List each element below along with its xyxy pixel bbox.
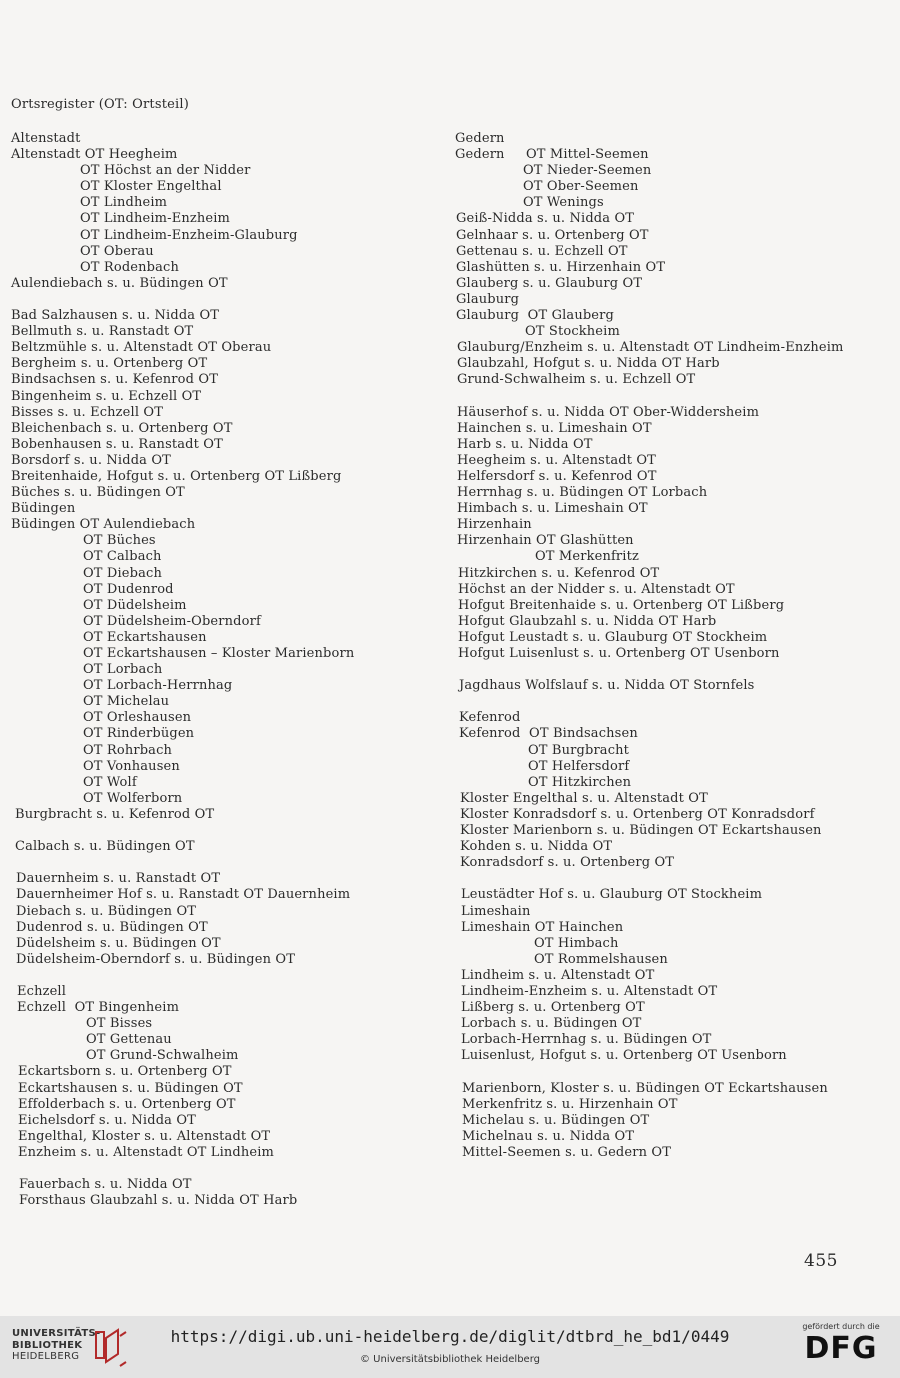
- index-entry: OT Lorbach: [83, 662, 163, 678]
- index-entry: OT Oberau: [80, 243, 154, 259]
- index-entry: Hofgut Leustadt s. u. Glauburg OT Stockheim: [458, 629, 768, 645]
- index-entry: OT Eckartshausen – Kloster Marienborn: [83, 646, 355, 661]
- index-entry: Bellmuth s. u. Ranstadt OT: [11, 324, 194, 340]
- index-entry: OT Wenings: [523, 195, 604, 211]
- permalink-url[interactable]: https://digi.ub.uni-heidelberg.de/diglit/dtbrd_he_bd1/0449: [170, 1327, 730, 1346]
- index-entry: Grund-Schwalheim s. u. Echzell OT: [457, 372, 696, 388]
- index-entry: OT Dudenrod: [83, 581, 174, 597]
- index-entry: Kloster Konradsdorf s. u. Ortenberg OT Konradsdorf: [460, 806, 815, 822]
- index-entry: Altenstadt: [11, 131, 81, 146]
- index-entry: OT Grund-Schwalheim: [86, 1048, 239, 1064]
- index-entry: Dudenrod s. u. Büdingen OT: [16, 919, 208, 935]
- index-entry: OT Michelau: [83, 694, 170, 710]
- index-entry: Gettenau s. u. Echzell OT: [456, 243, 628, 259]
- index-column-right: [455, 131, 895, 1161]
- index-entry: Mittel-Seemen s. u. Gedern OT: [462, 1144, 672, 1160]
- index-entry: OT Lindheim-Enzheim: [80, 211, 231, 227]
- index-entry: Kloster Marienborn s. u. Büdingen OT Eckartshausen: [460, 823, 822, 839]
- index-entry: OT Lindheim: [80, 195, 168, 211]
- index-entry: Glashütten s. u. Hirzenhain OT: [456, 259, 666, 275]
- index-entry: Bobenhausen s. u. Ranstadt OT: [11, 436, 223, 452]
- index-entry: Eckartshausen s. u. Büdingen OT: [18, 1080, 243, 1096]
- index-entry: Hofgut Luisenlust s. u. Ortenberg OT Usenborn: [458, 646, 780, 661]
- index-entry: OT Wolf: [83, 774, 137, 790]
- index-entry: Burgbracht s. u. Kefenrod OT: [15, 806, 215, 822]
- index-entry: OT Rodenbach: [80, 259, 179, 275]
- index-entry: OT Helfersdorf: [528, 758, 630, 774]
- index-entry: Glauberg s. u. Glauburg OT: [456, 275, 643, 291]
- index-entry: Büdingen: [11, 501, 76, 517]
- index-entry: Hitzkirchen s. u. Kefenrod OT: [458, 565, 660, 581]
- index-entry: Heegheim s. u. Altenstadt OT: [457, 452, 656, 468]
- index-entry: Herrnhag s. u. Büdingen OT Lorbach: [457, 485, 708, 501]
- index-entry: Lindheim-Enzheim s. u. Altenstadt OT: [461, 983, 718, 999]
- index-entry: Dauernheim s. u. Ranstadt OT: [16, 871, 221, 887]
- page-heading: Ortsregister (OT: Ortsteil): [11, 97, 190, 112]
- copyright-notice: © Universitätsbibliothek Heidelberg: [359, 1354, 540, 1365]
- index-entry: Hirzenhain: [457, 517, 532, 533]
- index-entry: Hirzenhain OT Glashütten: [457, 533, 634, 549]
- viewer-footer: [0, 1316, 900, 1378]
- dfg-logo: DFG: [804, 1331, 878, 1366]
- index-entry: Bad Salzhausen s. u. Nidda OT: [11, 308, 220, 324]
- index-entry: Glauburg OT Glauberg: [456, 308, 614, 324]
- index-entry: OT Bisses: [86, 1016, 153, 1032]
- index-entry: Leustädter Hof s. u. Glauburg OT Stockheim: [461, 887, 763, 903]
- index-entry: Merkenfritz s. u. Hirzenhain OT: [462, 1096, 678, 1112]
- index-entry: Bergheim s. u. Ortenberg OT: [11, 356, 208, 372]
- index-entry: Hainchen s. u. Limeshain OT: [457, 420, 652, 436]
- index-entry: Geiß-Nidda s. u. Nidda OT: [456, 211, 635, 227]
- index-entry: Harb s. u. Nidda OT: [457, 436, 593, 452]
- index-entry: Kloster Engelthal s. u. Altenstadt OT: [460, 790, 708, 806]
- index-entry: OT Calbach: [83, 549, 162, 565]
- index-entry: OT Düdelsheim: [83, 597, 187, 613]
- index-entry: Calbach s. u. Büdingen OT: [15, 839, 195, 855]
- index-entry: Limeshain: [461, 903, 531, 919]
- index-entry: Eichelsdorf s. u. Nidda OT: [18, 1112, 196, 1128]
- index-entry: Forsthaus Glaubzahl s. u. Nidda OT Harb: [19, 1193, 298, 1209]
- index-entry: OT Büches: [83, 533, 156, 549]
- index-entry: Düdelsheim-Oberndorf s. u. Büdingen OT: [16, 951, 296, 967]
- index-entry: Düdelsheim s. u. Büdingen OT: [16, 935, 221, 951]
- index-entry: OT Hitzkirchen: [528, 774, 632, 790]
- index-entry: Gelnhaar s. u. Ortenberg OT: [456, 227, 649, 243]
- section-gap: [455, 662, 895, 678]
- index-entry: Borsdorf s. u. Nidda OT: [11, 452, 171, 468]
- index-entry: Kefenrod: [459, 710, 521, 726]
- index-entry: Enzheim s. u. Altenstadt OT Lindheim: [18, 1144, 275, 1160]
- index-entry: Michelau s. u. Büdingen OT: [462, 1112, 650, 1128]
- dfg-funding[interactable]: [796, 1322, 886, 1367]
- index-entry: Himbach s. u. Limeshain OT: [457, 501, 648, 517]
- index-entry: Dauernheimer Hof s. u. Ranstadt OT Dauernheim: [16, 887, 351, 903]
- index-entry: Gedern OT Mittel-Seemen: [455, 147, 649, 163]
- library-name-line: HEIDELBERG: [12, 1351, 80, 1362]
- section-gap: [455, 389, 895, 405]
- index-entry: OT Merkenfritz: [535, 549, 639, 565]
- index-entry: OT Eckartshausen: [83, 629, 207, 645]
- index-entry: OT Rinderbügen: [83, 726, 195, 742]
- index-entry: OT Lindheim-Enzheim-Glauburg: [80, 227, 298, 243]
- index-entry: Bisses s. u. Echzell OT: [11, 404, 164, 420]
- index-entry: Hofgut Breitenhaide s. u. Ortenberg OT Lißberg: [458, 597, 785, 613]
- index-entry: Fauerbach s. u. Nidda OT: [19, 1177, 192, 1193]
- section-gap: [455, 694, 895, 710]
- index-entry: Konradsdorf s. u. Ortenberg OT: [460, 855, 675, 871]
- index-entry: Kefenrod OT Bindsachsen: [459, 726, 638, 742]
- index-entry: Büdingen OT Aulendiebach: [11, 517, 196, 533]
- index-entry: Diebach s. u. Büdingen OT: [16, 903, 197, 919]
- index-entry: OT Düdelsheim-Oberndorf: [83, 613, 261, 629]
- index-entry: Luisenlust, Hofgut s. u. Ortenberg OT Usenborn: [461, 1048, 787, 1064]
- index-entry: Höchst an der Nidder s. u. Altenstadt OT: [458, 581, 735, 597]
- index-entry: Bindsachsen s. u. Kefenrod OT: [11, 372, 219, 388]
- index-entry: OT Höchst an der Nidder: [80, 163, 251, 179]
- index-entry: Michelnau s. u. Nidda OT: [462, 1128, 635, 1144]
- index-entry: OT Vonhausen: [83, 758, 180, 774]
- index-entry: Echzell OT Bingenheim: [17, 1000, 180, 1016]
- index-entry: Häuserhof s. u. Nidda OT Ober-Widdersheim: [457, 404, 760, 420]
- index-entry: Lorbach-Herrnhag s. u. Büdingen OT: [461, 1032, 712, 1048]
- section-gap: [11, 1161, 441, 1177]
- index-entry: Helfersdorf s. u. Kefenrod OT: [457, 468, 657, 484]
- funding-label: gefördert durch die: [802, 1322, 880, 1331]
- index-entry: OT Ober-Seemen: [523, 179, 639, 195]
- index-entry: Lorbach s. u. Büdingen OT: [461, 1016, 642, 1032]
- index-entry: Altenstadt OT Heegheim: [11, 147, 178, 163]
- section-gap: [455, 1064, 895, 1080]
- section-gap: [11, 292, 441, 308]
- index-entry: OT Kloster Engelthal: [80, 179, 222, 195]
- index-entry: Jagdhaus Wolfslauf s. u. Nidda OT Stornfels: [459, 678, 755, 694]
- index-entry: Kohden s. u. Nidda OT: [460, 839, 613, 855]
- index-column-left: [11, 131, 441, 1209]
- section-gap: [11, 968, 441, 984]
- index-entry: Hofgut Glaubzahl s. u. Nidda OT Harb: [458, 613, 717, 629]
- index-entry: Beltzmühle s. u. Altenstadt OT Oberau: [11, 340, 272, 356]
- library-name-line: BIBLIOTHEK: [12, 1339, 83, 1351]
- index-entry: Bleichenbach s. u. Ortenberg OT: [11, 420, 233, 436]
- index-entry: OT Burgbracht: [528, 742, 630, 758]
- library-name-line: UNIVERSITÄTS-: [12, 1328, 101, 1339]
- index-entry: Glauburg/Enzheim s. u. Altenstadt OT Lindheim-Enzheim: [457, 340, 844, 356]
- index-entry: Echzell: [17, 983, 67, 999]
- index-entry: Glaubzahl, Hofgut s. u. Nidda OT Harb: [457, 356, 720, 372]
- page-number: 455: [804, 1251, 838, 1271]
- section-gap: [455, 871, 895, 887]
- index-entry: OT Diebach: [83, 565, 162, 581]
- index-entry: Effolderbach s. u. Ortenberg OT: [18, 1096, 236, 1112]
- index-entry: OT Himbach: [534, 935, 619, 951]
- section-gap: [11, 823, 441, 839]
- index-entry: OT Lorbach-Herrnhag: [83, 678, 233, 694]
- index-entry: OT Gettenau: [86, 1032, 172, 1048]
- index-entry: Eckartsborn s. u. Ortenberg OT: [18, 1064, 232, 1080]
- index-entry: Bingenheim s. u. Echzell OT: [11, 388, 202, 404]
- index-entry: OT Rommelshausen: [534, 951, 668, 967]
- index-entry: OT Wolferborn: [83, 790, 183, 806]
- index-entry: OT Orleshausen: [83, 710, 192, 726]
- index-entry: OT Stockheim: [525, 324, 620, 340]
- index-entry: Breitenhaide, Hofgut s. u. Ortenberg OT Lißberg: [11, 468, 342, 484]
- index-entry: Engelthal, Kloster s. u. Altenstadt OT: [18, 1128, 271, 1144]
- index-entry: Lindheim s. u. Altenstadt OT: [461, 967, 655, 983]
- index-entry: Aulendiebach s. u. Büdingen OT: [11, 275, 228, 291]
- index-entry: Marienborn, Kloster s. u. Büdingen OT Eckartshausen: [462, 1080, 828, 1096]
- section-gap: [11, 855, 441, 871]
- index-entry: Büches s. u. Büdingen OT: [11, 485, 185, 501]
- index-entry: Gedern: [455, 131, 505, 146]
- index-entry: Lißberg s. u. Ortenberg OT: [461, 1000, 645, 1016]
- index-entry: OT Rohrbach: [83, 742, 173, 758]
- index-entry: Glauburg: [456, 291, 520, 307]
- index-entry: OT Nieder-Seemen: [523, 163, 652, 179]
- index-entry: Limeshain OT Hainchen: [461, 919, 624, 935]
